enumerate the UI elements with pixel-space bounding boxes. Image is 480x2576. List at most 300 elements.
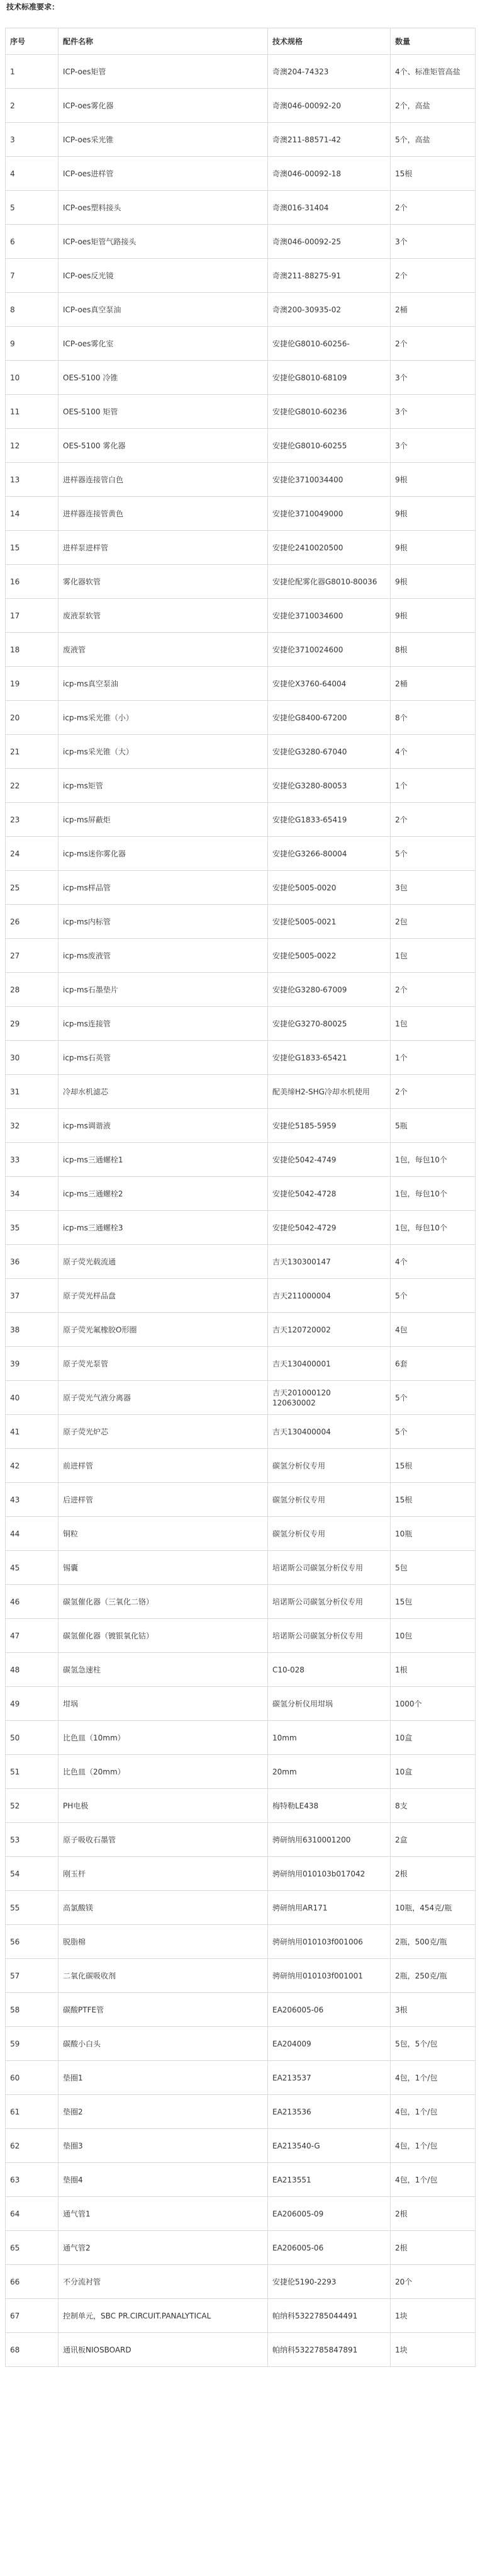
cell-spec: C10-028 bbox=[268, 1653, 391, 1687]
table-row bbox=[6, 1517, 476, 1551]
cell-part-name: 原子荧光气液分离器 bbox=[59, 1381, 268, 1415]
table-row bbox=[6, 837, 476, 871]
cell-spec: 安捷伦G3280-67040 bbox=[268, 735, 391, 769]
cell-number: 48 bbox=[6, 1653, 59, 1687]
table-row bbox=[6, 463, 476, 497]
cell-spec: 吉天201000120 120630002 bbox=[268, 1381, 391, 1415]
table-row bbox=[6, 2299, 476, 2333]
cell-number: 27 bbox=[6, 939, 59, 973]
cell-part-name: 进样泵进样管 bbox=[59, 531, 268, 565]
table-row bbox=[6, 293, 476, 327]
cell-spec: 培诺斯公司碳氢分析仪专用 bbox=[268, 1585, 391, 1619]
cell-spec: EA206005-09 bbox=[268, 2197, 391, 2231]
cell-part-name: 脱脂棉 bbox=[59, 1925, 268, 1959]
cell-number: 3 bbox=[6, 123, 59, 157]
cell-spec: 奇澳046-00092-25 bbox=[268, 225, 391, 259]
table-row bbox=[6, 1347, 476, 1381]
table-row bbox=[6, 2333, 476, 2367]
table-row bbox=[6, 1687, 476, 1721]
cell-spec: EA213540-G bbox=[268, 2129, 391, 2163]
cell-number: 43 bbox=[6, 1483, 59, 1517]
cell-part-name: 垫圈3 bbox=[59, 2129, 268, 2163]
cell-quantity: 1包，每包10个 bbox=[391, 1177, 476, 1211]
cell-spec: 奇澳016-31404 bbox=[268, 191, 391, 225]
cell-spec: 吉天130400004 bbox=[268, 1415, 391, 1449]
table-row bbox=[6, 361, 476, 395]
cell-spec: 碳氢分析仪专用 bbox=[268, 1449, 391, 1483]
cell-part-name: icp-ms内标管 bbox=[59, 905, 268, 939]
cell-spec: 安捷伦5042-4749 bbox=[268, 1143, 391, 1177]
table-row bbox=[6, 1925, 476, 1959]
table-row bbox=[6, 565, 476, 599]
cell-quantity: 5个 bbox=[391, 1381, 476, 1415]
cell-quantity: 2个 bbox=[391, 803, 476, 837]
cell-part-name: 高氯酸镁 bbox=[59, 1891, 268, 1925]
cell-part-name: OES-5100 雾化器 bbox=[59, 429, 268, 463]
cell-part-name: 比色皿（20mm） bbox=[59, 1755, 268, 1789]
cell-quantity: 5个 bbox=[391, 837, 476, 871]
table-row bbox=[6, 939, 476, 973]
table-row bbox=[6, 1007, 476, 1041]
cell-number: 35 bbox=[6, 1211, 59, 1245]
cell-spec: 安捷伦G8010-60236 bbox=[268, 395, 391, 429]
cell-number: 42 bbox=[6, 1449, 59, 1483]
cell-number: 59 bbox=[6, 2027, 59, 2061]
cell-part-name: OES-5100 矩管 bbox=[59, 395, 268, 429]
table-row bbox=[6, 1653, 476, 1687]
cell-part-name: icp-ms三通螺栓3 bbox=[59, 1211, 268, 1245]
cell-part-name: 原子荧光氟橡胶O形圈 bbox=[59, 1313, 268, 1347]
table-row bbox=[6, 1619, 476, 1653]
cell-part-name: ICP-oes塑料接头 bbox=[59, 191, 268, 225]
cell-spec: 安捷伦G8010-68109 bbox=[268, 361, 391, 395]
cell-spec: EA213551 bbox=[268, 2163, 391, 2197]
table-row bbox=[6, 871, 476, 905]
cell-part-name: icp-ms三通螺栓1 bbox=[59, 1143, 268, 1177]
cell-quantity: 9根 bbox=[391, 531, 476, 565]
cell-spec: 奇澳200-30935-02 bbox=[268, 293, 391, 327]
cell-number: 20 bbox=[6, 701, 59, 735]
cell-quantity: 2个 bbox=[391, 1075, 476, 1109]
table-row bbox=[6, 123, 476, 157]
cell-quantity: 2个 bbox=[391, 327, 476, 361]
cell-number: 62 bbox=[6, 2129, 59, 2163]
table-row bbox=[6, 1075, 476, 1109]
cell-spec: 骋研纳用010103f001001 bbox=[268, 1959, 391, 1993]
cell-part-name: OES-5100 冷锥 bbox=[59, 361, 268, 395]
cell-quantity: 3个 bbox=[391, 361, 476, 395]
cell-part-name: 锡囊 bbox=[59, 1551, 268, 1585]
cell-number: 9 bbox=[6, 327, 59, 361]
cell-spec: 奇澳204-74323 bbox=[268, 55, 391, 89]
cell-quantity: 20个 bbox=[391, 2265, 476, 2299]
cell-number: 50 bbox=[6, 1721, 59, 1755]
table-row bbox=[6, 2163, 476, 2197]
cell-spec: EA204009 bbox=[268, 2027, 391, 2061]
table-row bbox=[6, 1279, 476, 1313]
cell-spec: 骋研纳用6310001200 bbox=[268, 1823, 391, 1857]
cell-spec: 配美缔H2-SHG冷却水机使用 bbox=[268, 1075, 391, 1109]
cell-part-name: ICP-oes进样管 bbox=[59, 157, 268, 191]
page-heading: 技术标准要求： bbox=[6, 3, 60, 11]
cell-number: 61 bbox=[6, 2095, 59, 2129]
cell-spec: 梅特勒LE438 bbox=[268, 1789, 391, 1823]
cell-number: 65 bbox=[6, 2231, 59, 2265]
table-row bbox=[6, 1177, 476, 1211]
table-row bbox=[6, 667, 476, 701]
cell-spec: 安捷伦5190-2293 bbox=[268, 2265, 391, 2299]
cell-number: 16 bbox=[6, 565, 59, 599]
cell-quantity: 2个 bbox=[391, 259, 476, 293]
cell-number: 10 bbox=[6, 361, 59, 395]
cell-part-name: ICP-oes矩管气路接头 bbox=[59, 225, 268, 259]
table-row bbox=[6, 1109, 476, 1143]
cell-part-name: 二氧化碳吸收剂 bbox=[59, 1959, 268, 1993]
cell-part-name: ICP-oes雾化器 bbox=[59, 89, 268, 123]
cell-number: 6 bbox=[6, 225, 59, 259]
cell-spec: 安捷伦G1833-65421 bbox=[268, 1041, 391, 1075]
cell-spec: 培诺斯公司碳氢分析仪专用 bbox=[268, 1619, 391, 1653]
cell-spec: 吉天120720002 bbox=[268, 1313, 391, 1347]
cell-quantity: 1包，每包10个 bbox=[391, 1211, 476, 1245]
cell-number: 53 bbox=[6, 1823, 59, 1857]
cell-number: 58 bbox=[6, 1993, 59, 2027]
cell-number: 5 bbox=[6, 191, 59, 225]
table-row bbox=[6, 429, 476, 463]
cell-spec: EA213536 bbox=[268, 2095, 391, 2129]
cell-part-name: icp-ms石墨垫片 bbox=[59, 973, 268, 1007]
table-row bbox=[6, 905, 476, 939]
table-header-row bbox=[6, 28, 476, 55]
cell-spec: 安捷伦G8400-67200 bbox=[268, 701, 391, 735]
cell-spec: 安捷伦5042-4728 bbox=[268, 1177, 391, 1211]
cell-quantity: 4包，1个/包 bbox=[391, 2163, 476, 2197]
cell-quantity: 1包 bbox=[391, 1007, 476, 1041]
table-row bbox=[6, 2231, 476, 2265]
cell-spec: 碳氢分析仪专用 bbox=[268, 1483, 391, 1517]
cell-number: 68 bbox=[6, 2333, 59, 2367]
cell-quantity: 3个 bbox=[391, 429, 476, 463]
cell-number: 55 bbox=[6, 1891, 59, 1925]
table-row bbox=[6, 327, 476, 361]
table-row bbox=[6, 2129, 476, 2163]
cell-number: 54 bbox=[6, 1857, 59, 1891]
cell-quantity: 2个，高盐 bbox=[391, 89, 476, 123]
cell-spec: 安捷伦5005-0022 bbox=[268, 939, 391, 973]
table-row bbox=[6, 2027, 476, 2061]
cell-quantity: 8支 bbox=[391, 1789, 476, 1823]
cell-number: 19 bbox=[6, 667, 59, 701]
cell-spec: 安捷伦2410020500 bbox=[268, 531, 391, 565]
cell-number: 29 bbox=[6, 1007, 59, 1041]
cell-part-name: 垫圈2 bbox=[59, 2095, 268, 2129]
table-row bbox=[6, 1313, 476, 1347]
table-row bbox=[6, 1585, 476, 1619]
cell-part-name: 比色皿（10mm） bbox=[59, 1721, 268, 1755]
cell-part-name: 不分流衬管 bbox=[59, 2265, 268, 2299]
cell-quantity: 10盒 bbox=[391, 1721, 476, 1755]
cell-part-name: 废液管 bbox=[59, 633, 268, 667]
cell-part-name: 原子荧光泵管 bbox=[59, 1347, 268, 1381]
table-row bbox=[6, 735, 476, 769]
cell-spec: 奇澳046-00092-18 bbox=[268, 157, 391, 191]
cell-part-name: icp-ms迷你雾化器 bbox=[59, 837, 268, 871]
cell-quantity: 9根 bbox=[391, 463, 476, 497]
cell-spec: 安捷伦G3270-80025 bbox=[268, 1007, 391, 1041]
header-number: 序号 bbox=[6, 28, 59, 55]
table-row bbox=[6, 1891, 476, 1925]
cell-part-name: icp-ms废液管 bbox=[59, 939, 268, 973]
cell-quantity: 4个 bbox=[391, 1245, 476, 1279]
cell-number: 67 bbox=[6, 2299, 59, 2333]
cell-spec: 安捷伦5042-4729 bbox=[268, 1211, 391, 1245]
cell-number: 22 bbox=[6, 769, 59, 803]
cell-quantity: 2包 bbox=[391, 905, 476, 939]
cell-spec: 安捷伦G3280-80053 bbox=[268, 769, 391, 803]
cell-number: 30 bbox=[6, 1041, 59, 1075]
cell-quantity: 8根 bbox=[391, 633, 476, 667]
cell-number: 41 bbox=[6, 1415, 59, 1449]
cell-quantity: 5包 bbox=[391, 1551, 476, 1585]
cell-spec: 安捷伦G3280-67009 bbox=[268, 973, 391, 1007]
cell-spec: 帕纳科5322785044491 bbox=[268, 2299, 391, 2333]
cell-quantity: 9根 bbox=[391, 565, 476, 599]
table-row bbox=[6, 1041, 476, 1075]
cell-quantity: 1个 bbox=[391, 769, 476, 803]
cell-quantity: 15根 bbox=[391, 1449, 476, 1483]
cell-number: 15 bbox=[6, 531, 59, 565]
cell-quantity: 5个，高盐 bbox=[391, 123, 476, 157]
cell-part-name: 通气管2 bbox=[59, 2231, 268, 2265]
cell-number: 52 bbox=[6, 1789, 59, 1823]
cell-part-name: ICP-oes矩管 bbox=[59, 55, 268, 89]
cell-part-name: icp-ms连接管 bbox=[59, 1007, 268, 1041]
cell-spec: 吉天211000004 bbox=[268, 1279, 391, 1313]
cell-part-name: icp-ms真空泵油 bbox=[59, 667, 268, 701]
cell-quantity: 1个 bbox=[391, 1041, 476, 1075]
table-row bbox=[6, 259, 476, 293]
cell-part-name: 冷却水机滤芯 bbox=[59, 1075, 268, 1109]
cell-quantity: 5瓶 bbox=[391, 1109, 476, 1143]
table-row bbox=[6, 1551, 476, 1585]
table-row bbox=[6, 89, 476, 123]
table-row bbox=[6, 2061, 476, 2095]
cell-part-name: icp-ms采光锥（大） bbox=[59, 735, 268, 769]
cell-quantity: 10包 bbox=[391, 1619, 476, 1653]
table-row bbox=[6, 531, 476, 565]
cell-quantity: 10瓶，454克/瓶 bbox=[391, 1891, 476, 1925]
cell-part-name: 通讯板NIOSBOARD bbox=[59, 2333, 268, 2367]
cell-quantity: 2根 bbox=[391, 2197, 476, 2231]
cell-number: 51 bbox=[6, 1755, 59, 1789]
table-row bbox=[6, 1449, 476, 1483]
cell-number: 26 bbox=[6, 905, 59, 939]
cell-quantity: 4包，1个/包 bbox=[391, 2095, 476, 2129]
cell-part-name: 控制单元，SBC PR.CIRCUIT.PANALYTICAL bbox=[59, 2299, 268, 2333]
cell-number: 40 bbox=[6, 1381, 59, 1415]
cell-part-name: 雾化器软管 bbox=[59, 565, 268, 599]
table-row bbox=[6, 803, 476, 837]
cell-quantity: 10瓶 bbox=[391, 1517, 476, 1551]
table-row bbox=[6, 633, 476, 667]
cell-part-name: 垫圈4 bbox=[59, 2163, 268, 2197]
cell-number: 7 bbox=[6, 259, 59, 293]
table-row bbox=[6, 55, 476, 89]
cell-number: 24 bbox=[6, 837, 59, 871]
table-row bbox=[6, 701, 476, 735]
cell-number: 36 bbox=[6, 1245, 59, 1279]
cell-spec: 安捷伦3710034600 bbox=[268, 599, 391, 633]
cell-spec: 安捷伦5005-0021 bbox=[268, 905, 391, 939]
cell-spec: 骋研纳用010103f001006 bbox=[268, 1925, 391, 1959]
cell-number: 23 bbox=[6, 803, 59, 837]
cell-part-name: ICP-oes真空泵油 bbox=[59, 293, 268, 327]
cell-part-name: 碳氢急速柱 bbox=[59, 1653, 268, 1687]
cell-quantity: 4包，1个/包 bbox=[391, 2129, 476, 2163]
cell-part-name: 前进样管 bbox=[59, 1449, 268, 1483]
table-row bbox=[6, 1755, 476, 1789]
cell-part-name: 铜粒 bbox=[59, 1517, 268, 1551]
cell-quantity: 1000个 bbox=[391, 1687, 476, 1721]
cell-number: 11 bbox=[6, 395, 59, 429]
cell-spec: 碳氢分析仪专用 bbox=[268, 1517, 391, 1551]
cell-quantity: 2桶 bbox=[391, 293, 476, 327]
cell-quantity: 3个 bbox=[391, 225, 476, 259]
cell-number: 34 bbox=[6, 1177, 59, 1211]
cell-spec: 20mm bbox=[268, 1755, 391, 1789]
cell-spec: 碳氢分析仪用坩埚 bbox=[268, 1687, 391, 1721]
cell-number: 18 bbox=[6, 633, 59, 667]
cell-spec: 骋研纳用AR171 bbox=[268, 1891, 391, 1925]
cell-number: 31 bbox=[6, 1075, 59, 1109]
cell-part-name: icp-ms三通螺栓2 bbox=[59, 1177, 268, 1211]
cell-part-name: 进样器连接管黄色 bbox=[59, 497, 268, 531]
table-row bbox=[6, 2095, 476, 2129]
table-row bbox=[6, 191, 476, 225]
cell-quantity: 6套 bbox=[391, 1347, 476, 1381]
table-row bbox=[6, 1857, 476, 1891]
cell-quantity: 3包 bbox=[391, 871, 476, 905]
cell-number: 14 bbox=[6, 497, 59, 531]
cell-spec: 安捷伦X3760-64004 bbox=[268, 667, 391, 701]
cell-number: 38 bbox=[6, 1313, 59, 1347]
table-row bbox=[6, 1211, 476, 1245]
cell-quantity: 3根 bbox=[391, 1993, 476, 2027]
table-row bbox=[6, 1245, 476, 1279]
cell-quantity: 1根 bbox=[391, 1653, 476, 1687]
cell-part-name: 碳酸小白头 bbox=[59, 2027, 268, 2061]
cell-number: 13 bbox=[6, 463, 59, 497]
table-row bbox=[6, 769, 476, 803]
cell-part-name: 垫圈1 bbox=[59, 2061, 268, 2095]
table-row bbox=[6, 1381, 476, 1415]
cell-quantity: 8个 bbox=[391, 701, 476, 735]
table-row bbox=[6, 1415, 476, 1449]
cell-part-name: 碳酸PTFE管 bbox=[59, 1993, 268, 2027]
table-row bbox=[6, 2197, 476, 2231]
cell-quantity: 2盒 bbox=[391, 1823, 476, 1857]
cell-quantity: 2瓶，250克/瓶 bbox=[391, 1959, 476, 1993]
cell-spec: 帕纳科5322785847891 bbox=[268, 2333, 391, 2367]
header-spec: 技术规格 bbox=[268, 28, 391, 55]
cell-quantity: 5个 bbox=[391, 1415, 476, 1449]
cell-part-name: icp-ms样品管 bbox=[59, 871, 268, 905]
cell-part-name: icp-ms矩管 bbox=[59, 769, 268, 803]
cell-quantity: 3个 bbox=[391, 395, 476, 429]
table-row bbox=[6, 973, 476, 1007]
cell-spec: 10mm bbox=[268, 1721, 391, 1755]
cell-quantity: 15根 bbox=[391, 1483, 476, 1517]
cell-number: 49 bbox=[6, 1687, 59, 1721]
cell-part-name: 原子吸收石墨管 bbox=[59, 1823, 268, 1857]
cell-spec: 奇澳211-88571-42 bbox=[268, 123, 391, 157]
cell-part-name: icp-ms石英管 bbox=[59, 1041, 268, 1075]
cell-spec: 吉天130400001 bbox=[268, 1347, 391, 1381]
table-row bbox=[6, 599, 476, 633]
cell-part-name: 坩埚 bbox=[59, 1687, 268, 1721]
cell-quantity: 2个 bbox=[391, 191, 476, 225]
cell-number: 56 bbox=[6, 1925, 59, 1959]
header-part-name: 配件名称 bbox=[59, 28, 268, 55]
cell-spec: 安捷伦G3266-80004 bbox=[268, 837, 391, 871]
cell-spec: 安捷伦G8010-60256- bbox=[268, 327, 391, 361]
cell-number: 45 bbox=[6, 1551, 59, 1585]
cell-part-name: 原子荧光载流通 bbox=[59, 1245, 268, 1279]
cell-quantity: 1包，每包10个 bbox=[391, 1143, 476, 1177]
cell-part-name: icp-ms屏蔽炬 bbox=[59, 803, 268, 837]
cell-number: 12 bbox=[6, 429, 59, 463]
cell-number: 28 bbox=[6, 973, 59, 1007]
cell-quantity: 2瓶，500克/瓶 bbox=[391, 1925, 476, 1959]
cell-spec: 安捷伦3710049000 bbox=[268, 497, 391, 531]
cell-number: 37 bbox=[6, 1279, 59, 1313]
cell-quantity: 4个 bbox=[391, 735, 476, 769]
cell-spec: 安捷伦5005-0020 bbox=[268, 871, 391, 905]
cell-part-name: 碳氢催化器（三氧化二铬） bbox=[59, 1585, 268, 1619]
cell-spec: 吉天130300147 bbox=[268, 1245, 391, 1279]
cell-spec: 奇澳046-00092-20 bbox=[268, 89, 391, 123]
cell-part-name: 原子荧光样品盘 bbox=[59, 1279, 268, 1313]
cell-quantity: 10盒 bbox=[391, 1755, 476, 1789]
cell-quantity: 5包，5个/包 bbox=[391, 2027, 476, 2061]
spec-table bbox=[5, 28, 476, 2367]
cell-spec: 安捷伦3710034400 bbox=[268, 463, 391, 497]
table-row bbox=[6, 1823, 476, 1857]
cell-number: 8 bbox=[6, 293, 59, 327]
cell-quantity: 2个 bbox=[391, 973, 476, 1007]
cell-part-name: ICP-oes雾化室 bbox=[59, 327, 268, 361]
cell-spec: 培诺斯公司碳氢分析仪专用 bbox=[268, 1551, 391, 1585]
table-row bbox=[6, 497, 476, 531]
cell-quantity: 2桶 bbox=[391, 667, 476, 701]
table-row bbox=[6, 1483, 476, 1517]
table-row bbox=[6, 395, 476, 429]
cell-number: 47 bbox=[6, 1619, 59, 1653]
cell-quantity: 1包 bbox=[391, 939, 476, 973]
cell-part-name: 原子荧光炉芯 bbox=[59, 1415, 268, 1449]
cell-number: 4 bbox=[6, 157, 59, 191]
cell-number: 64 bbox=[6, 2197, 59, 2231]
cell-quantity: 1块 bbox=[391, 2333, 476, 2367]
cell-number: 2 bbox=[6, 89, 59, 123]
table-row bbox=[6, 225, 476, 259]
cell-number: 33 bbox=[6, 1143, 59, 1177]
cell-number: 1 bbox=[6, 55, 59, 89]
cell-part-name: 刚玉杆 bbox=[59, 1857, 268, 1891]
cell-quantity: 4包，1个/包 bbox=[391, 2061, 476, 2095]
cell-part-name: ICP-oes采光锥 bbox=[59, 123, 268, 157]
cell-part-name: ICP-oes反光镜 bbox=[59, 259, 268, 293]
